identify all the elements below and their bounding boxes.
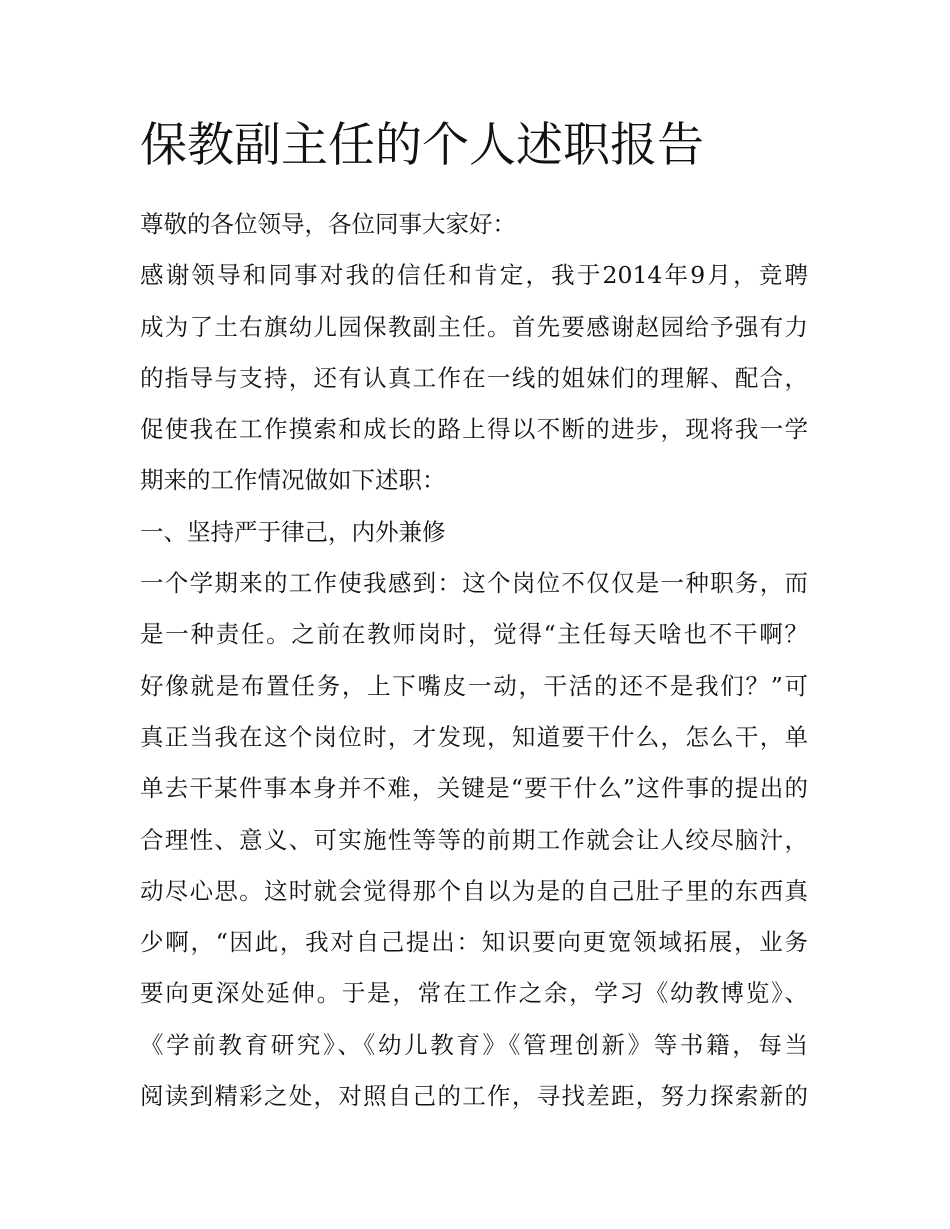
paragraph-line: 合理性、意义、可实施性等等的前期工作就会让人绞尽脑汁， xyxy=(140,825,808,854)
paragraph-line: 要向更深处延伸。于是，常在工作之余，学习《幼教博览》、 xyxy=(140,979,808,1008)
paragraph-line: 感谢领导和同事对我的信任和肯定，我于2014年9月，竞聘 xyxy=(140,261,808,290)
section-heading: 一、坚持严于律己，内外兼修 xyxy=(140,517,446,546)
paragraph-line-greeting: 尊敬的各位领导，各位同事大家好： xyxy=(140,210,516,238)
document-title: 保教副主任的个人述职报告 xyxy=(140,118,704,173)
paragraph-line: 好像就是布置任务，上下嘴皮一动，干活的还不是我们？”可 xyxy=(140,671,808,700)
paragraph-line: 动尽心思。这时就会觉得那个自以为是的自己肚子里的东西真 xyxy=(140,876,808,905)
paragraph-line: 成为了土右旗幼儿园保教副主任。首先要感谢赵园给予强有力 xyxy=(140,312,808,341)
paragraph-line: 《学前教育研究》、《幼儿教育》《管理创新》等书籍，每当 xyxy=(140,1030,808,1059)
paragraph-line: 阅读到精彩之处，对照自己的工作，寻找差距，努力探索新的 xyxy=(140,1082,808,1111)
paragraph-line: 促使我在工作摸索和成长的路上得以不断的进步，现将我一学 xyxy=(140,415,808,444)
paragraph-line: 是一种责任。之前在教师岗时，觉得“主任每天啥也不干啊？ xyxy=(140,620,808,649)
paragraph-line: 单去干某件事本身并不难，关键是“要干什么”这件事的提出的 xyxy=(140,774,808,803)
paragraph-line: 真正当我在这个岗位时，才发现，知道要干什么，怎么干，单 xyxy=(140,722,808,751)
paragraph-line: 少啊，“因此，我对自己提出：知识要向更宽领域拓展，业务 xyxy=(140,928,808,957)
document-body xyxy=(140,199,830,1122)
paragraph-line: 一个学期来的工作使我感到：这个岗位不仅仅是一种职务，而 xyxy=(140,569,808,598)
paragraph-line: 的指导与支持，还有认真工作在一线的姐妹们的理解、配合， xyxy=(140,363,808,392)
paragraph-line: 期来的工作情况做如下述职： xyxy=(140,466,446,495)
